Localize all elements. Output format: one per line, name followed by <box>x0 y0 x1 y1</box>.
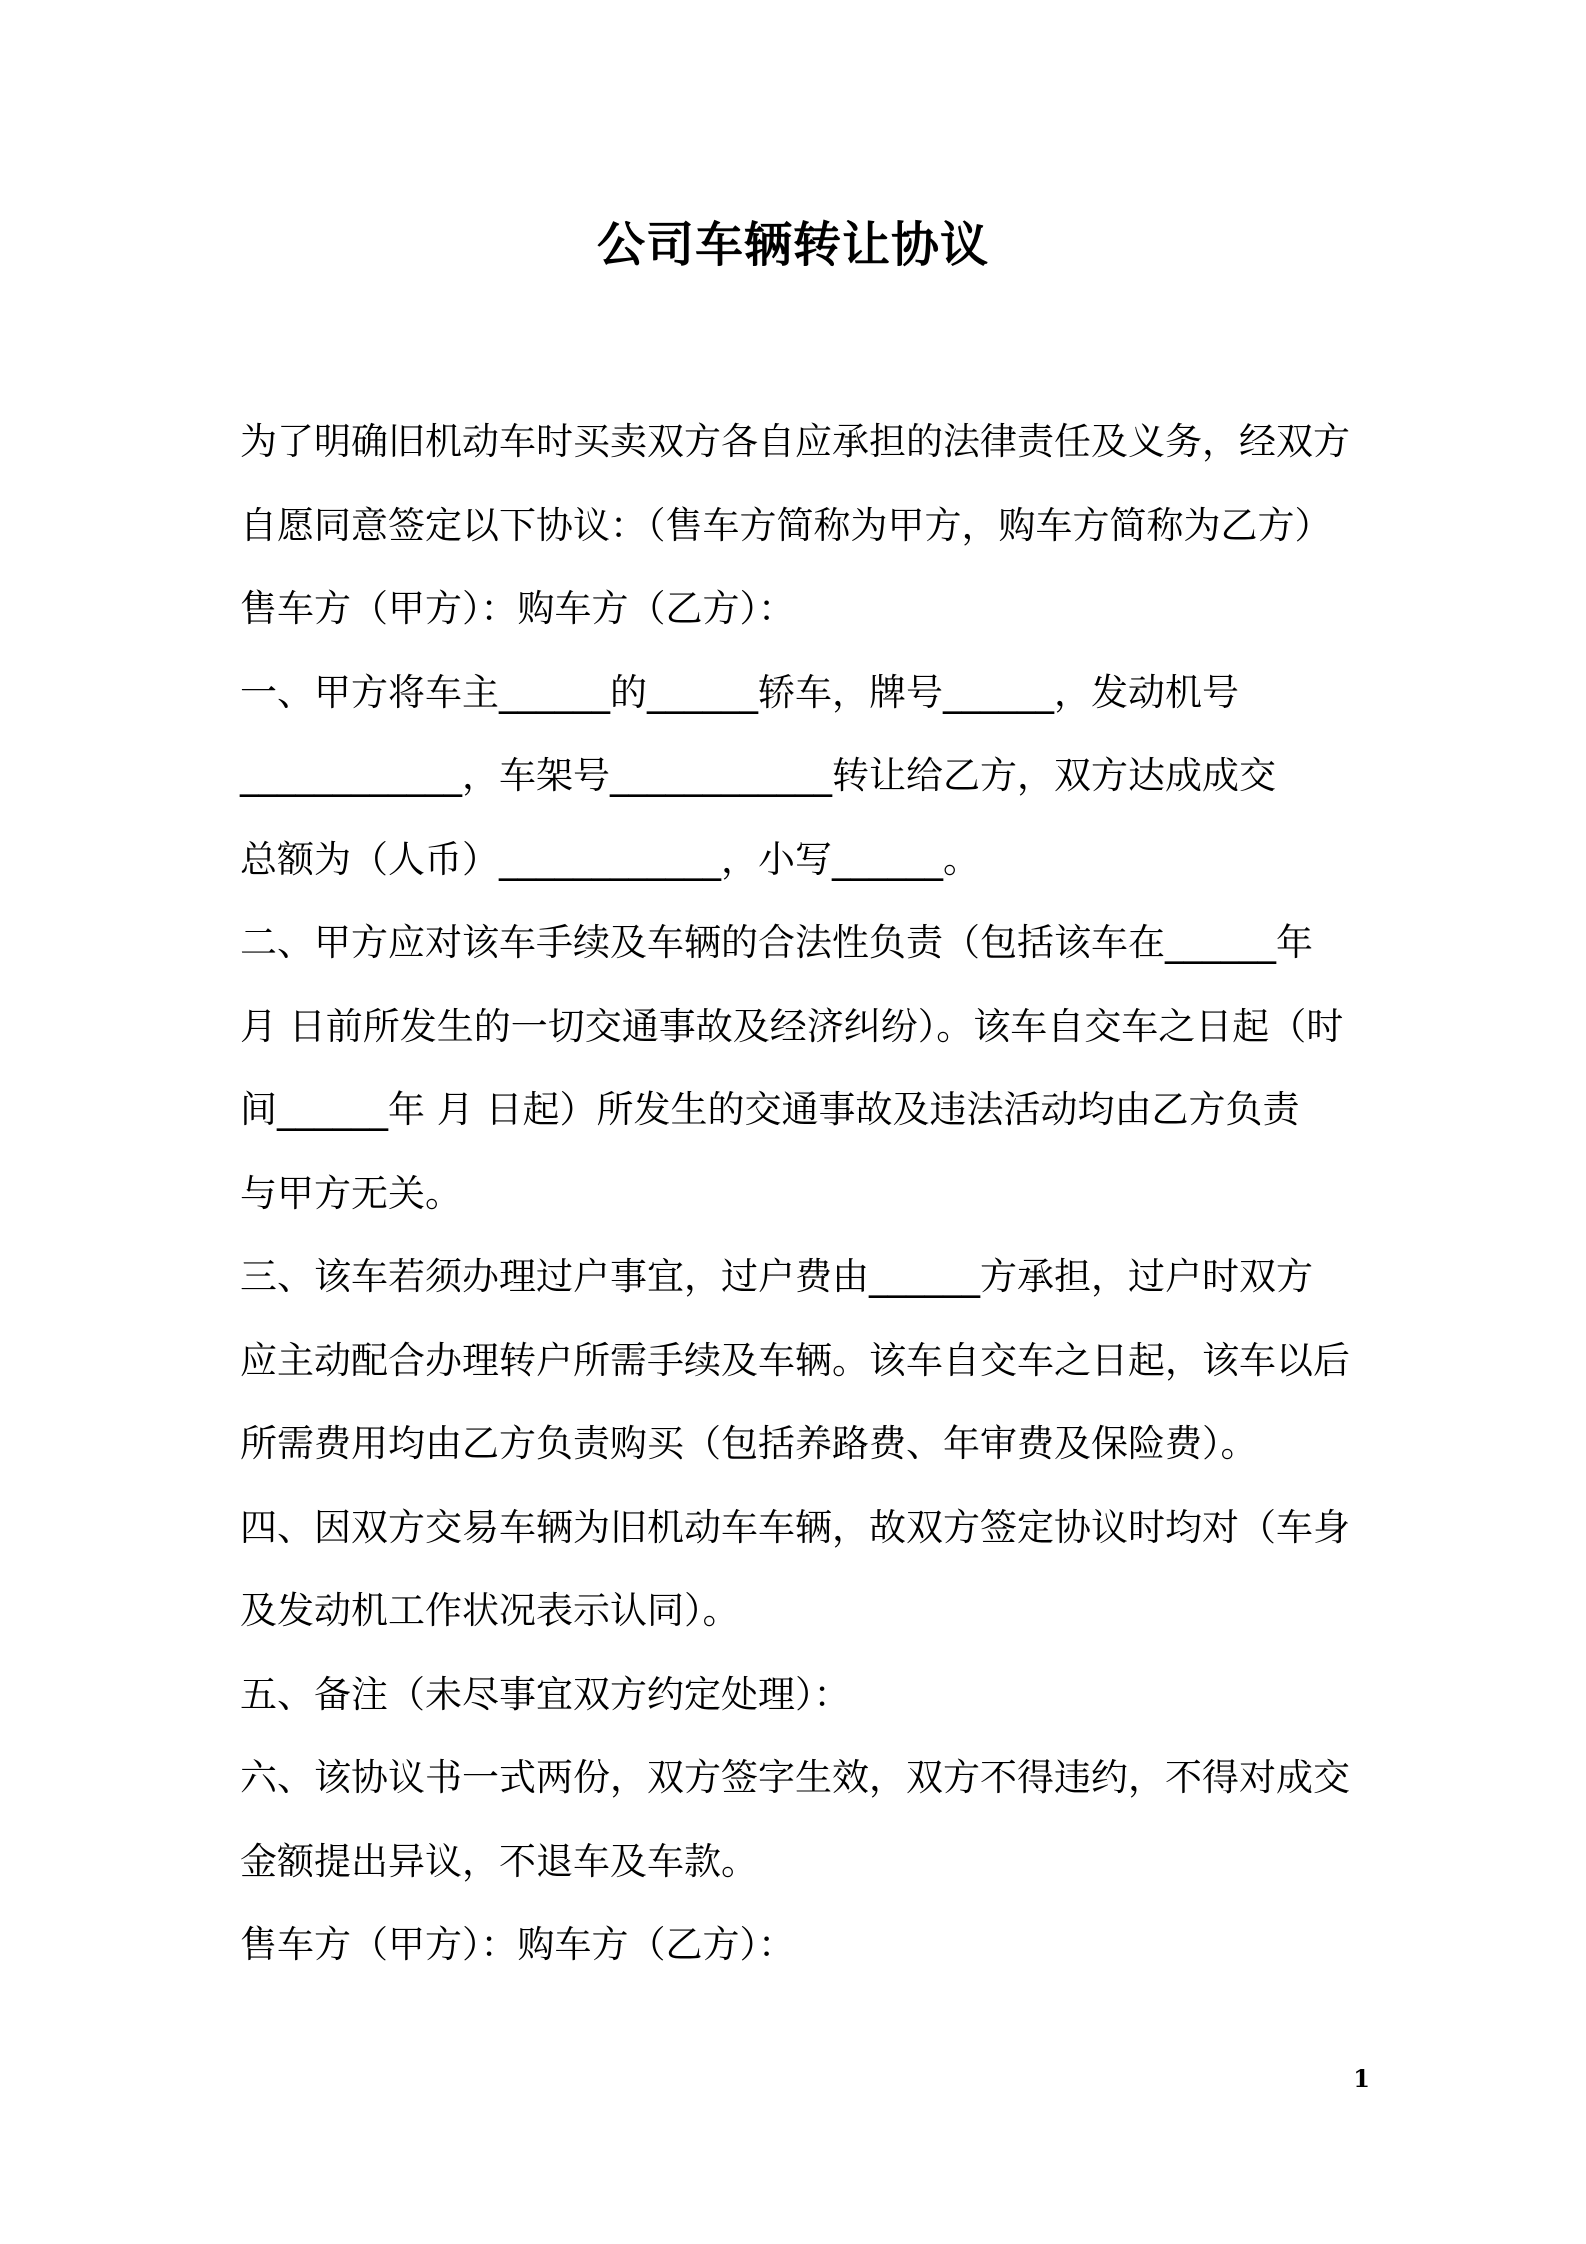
clause-4-line-1: 四、因双方交易车辆为旧机动车车辆，故双方签定协议时均对（车身 <box>240 1505 1350 1549</box>
clause-2-line-3: 间______年 月 日起）所发生的交通事故及违法活动均由乙方负责 <box>240 1088 1300 1131</box>
agreement-body <box>240 400 1356 1987</box>
clause-3-line-3: 所需费用均由乙方负责购买（包括养路费、年审费及保险费）。 <box>240 1422 1258 1465</box>
parties-line-top: 售车方（甲方）：购车方（乙方）： <box>240 587 795 630</box>
clause-1-line-1: 一、甲方将车主______的______轿车，牌号______，发动机号 <box>240 670 1239 714</box>
clause-2-line-1: 二、甲方应对该车手续及车辆的合法性负责（包括该车在______年 <box>240 921 1313 964</box>
clause-4-line-2: 及发动机工作状况表示认同）。 <box>240 1589 740 1632</box>
clause-2-line-4: 与甲方无关。 <box>240 1171 462 1215</box>
clause-5-line-1: 五、备注（未尽事宜双方约定处理）： <box>240 1672 851 1716</box>
page-number: 1 <box>1353 2064 1370 2093</box>
clause-1-line-3: 总额为（人币）____________，小写______。 <box>240 837 980 881</box>
document-title: 公司车辆转让协议 <box>596 217 989 273</box>
clause-3-line-2: 应主动配合办理转户所需手续及车辆。该车自交车之日起，该车以后 <box>240 1338 1350 1382</box>
clause-6-line-2: 金额提出异议，不退车及车款。 <box>240 1839 758 1883</box>
clause-6-line-1: 六、该协议书一式两份，双方签字生效，双方不得违约，不得对成交 <box>240 1756 1350 1799</box>
intro-line-2: 自愿同意签定以下协议：（售车方简称为甲方，购车方简称为乙方） <box>240 503 1332 547</box>
clause-3-line-1: 三、该车若须办理过户事宜，过户费由______方承担，过户时双方 <box>240 1255 1313 1298</box>
intro-line-1: 为了明确旧机动车时买卖双方各自应承担的法律责任及义务，经双方 <box>240 420 1350 463</box>
clause-1-line-2: ____________，车架号____________转让给乙方，双方达成成交 <box>240 754 1276 797</box>
clause-2-line-2: 月 日前所发生的一切交通事故及经济纠纷）。该车自交车之日起（时 <box>240 1004 1344 1048</box>
parties-line-bottom: 售车方（甲方）：购车方（乙方）： <box>240 1923 795 1966</box>
